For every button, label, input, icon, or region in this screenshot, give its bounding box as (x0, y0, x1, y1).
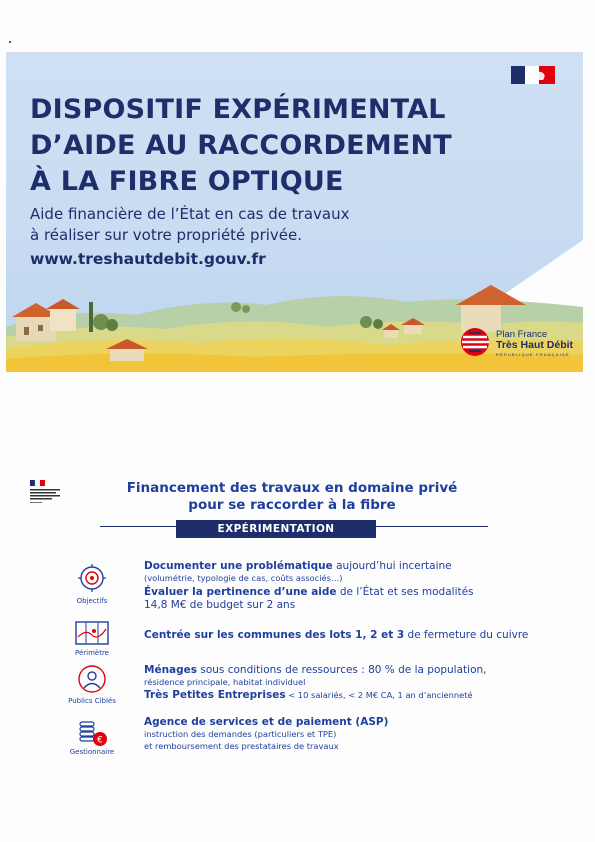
objectifs-l1-bold: Documenter une problématique (144, 560, 333, 572)
publics-line1 (144, 664, 487, 677)
caption-perimetre: Périmètre (74, 649, 109, 657)
website-link[interactable]: www.treshautdebit.gouv.fr (30, 250, 266, 268)
map-icon (74, 619, 110, 649)
plan-logo-line3: RÉPUBLIQUE FRANÇAISE (496, 352, 570, 357)
coins-euro-icon (74, 718, 110, 748)
section-title-line: Financement des travaux en domaine privé (126, 480, 458, 496)
section-title-line: pour se raccorder à la fibre (188, 497, 396, 513)
gestionnaire-l1-bold: Agence de services et de paiement (ASP) (144, 716, 389, 728)
perimetre-line1 (144, 629, 528, 642)
hero-title-line: D’AIDE AU RACCORDEMENT (30, 130, 452, 161)
scan-dot (9, 41, 11, 43)
objectifs-l1-rest: aujourd’hui incertaine (332, 560, 452, 572)
perimetre-l1-rest: de fermeture du cuivre (404, 629, 529, 641)
plan-logo-line1: Plan France (496, 329, 548, 340)
gestionnaire-line1 (144, 716, 388, 729)
objectifs-line3 (144, 586, 474, 599)
hero-title-line: À LA FIBRE OPTIQUE (30, 166, 344, 197)
publics-l1-bold: Ménages (144, 664, 198, 676)
caption-publics: Publics Ciblés (68, 697, 116, 705)
perimetre-l1-bold: Centrée sur les communes des lots 1, 2 et 3 (144, 629, 405, 641)
publics-l1-rest: sous conditions de ressources : 80 % de la population, (197, 664, 487, 676)
objectifs-l3-rest: de l’État et ses modalités (336, 586, 474, 598)
caption-gestionnaire: Gestionnaire (69, 748, 115, 756)
gestionnaire-line2: instruction des demandes (particuliers et TPE) (144, 729, 337, 739)
experimentation-band: EXPÉRIMENTATION (176, 520, 376, 538)
objectifs-l3-bold: Évaluer la pertinence d’une aide (144, 586, 337, 598)
objectifs-line4: 14,8 M€ de budget sur 2 ans (144, 599, 296, 611)
caption-objectifs: Objectifs (76, 597, 108, 605)
objectifs-line2: (volumétrie, typologie de cas, coûts associés…) (144, 573, 343, 583)
hero-banner (6, 52, 583, 372)
publics-l3-rest: < 10 salariés, < 2 M€ CA, 1 an d’ancienneté (285, 690, 473, 700)
publics-line2: résidence principale, habitat individuel (144, 677, 306, 687)
publics-l3-bold: Très Petites Entreprises (144, 689, 286, 701)
hero-subtitle (30, 204, 349, 246)
section-title (122, 480, 462, 514)
target-lightbulb-icon (74, 564, 110, 594)
republique-francaise-logo-icon (30, 480, 64, 510)
hero-subtitle-line: Aide financière de l’État en cas de travaux (30, 205, 350, 223)
hero-title-line: DISPOSITIF EXPÉRIMENTAL (30, 94, 446, 125)
person-target-icon (74, 664, 110, 694)
svg-text:€: € (97, 735, 103, 746)
objectifs-line1 (144, 560, 452, 573)
marianne-logo-icon (511, 66, 555, 84)
publics-line3 (144, 689, 473, 702)
gestionnaire-line3: et remboursement des prestataires de travaux (144, 741, 339, 751)
plan-logo-line2: Très Haut Débit (496, 339, 574, 351)
hero-title (30, 92, 452, 200)
hero-subtitle-line: à réaliser sur votre propriété privée. (30, 226, 303, 244)
